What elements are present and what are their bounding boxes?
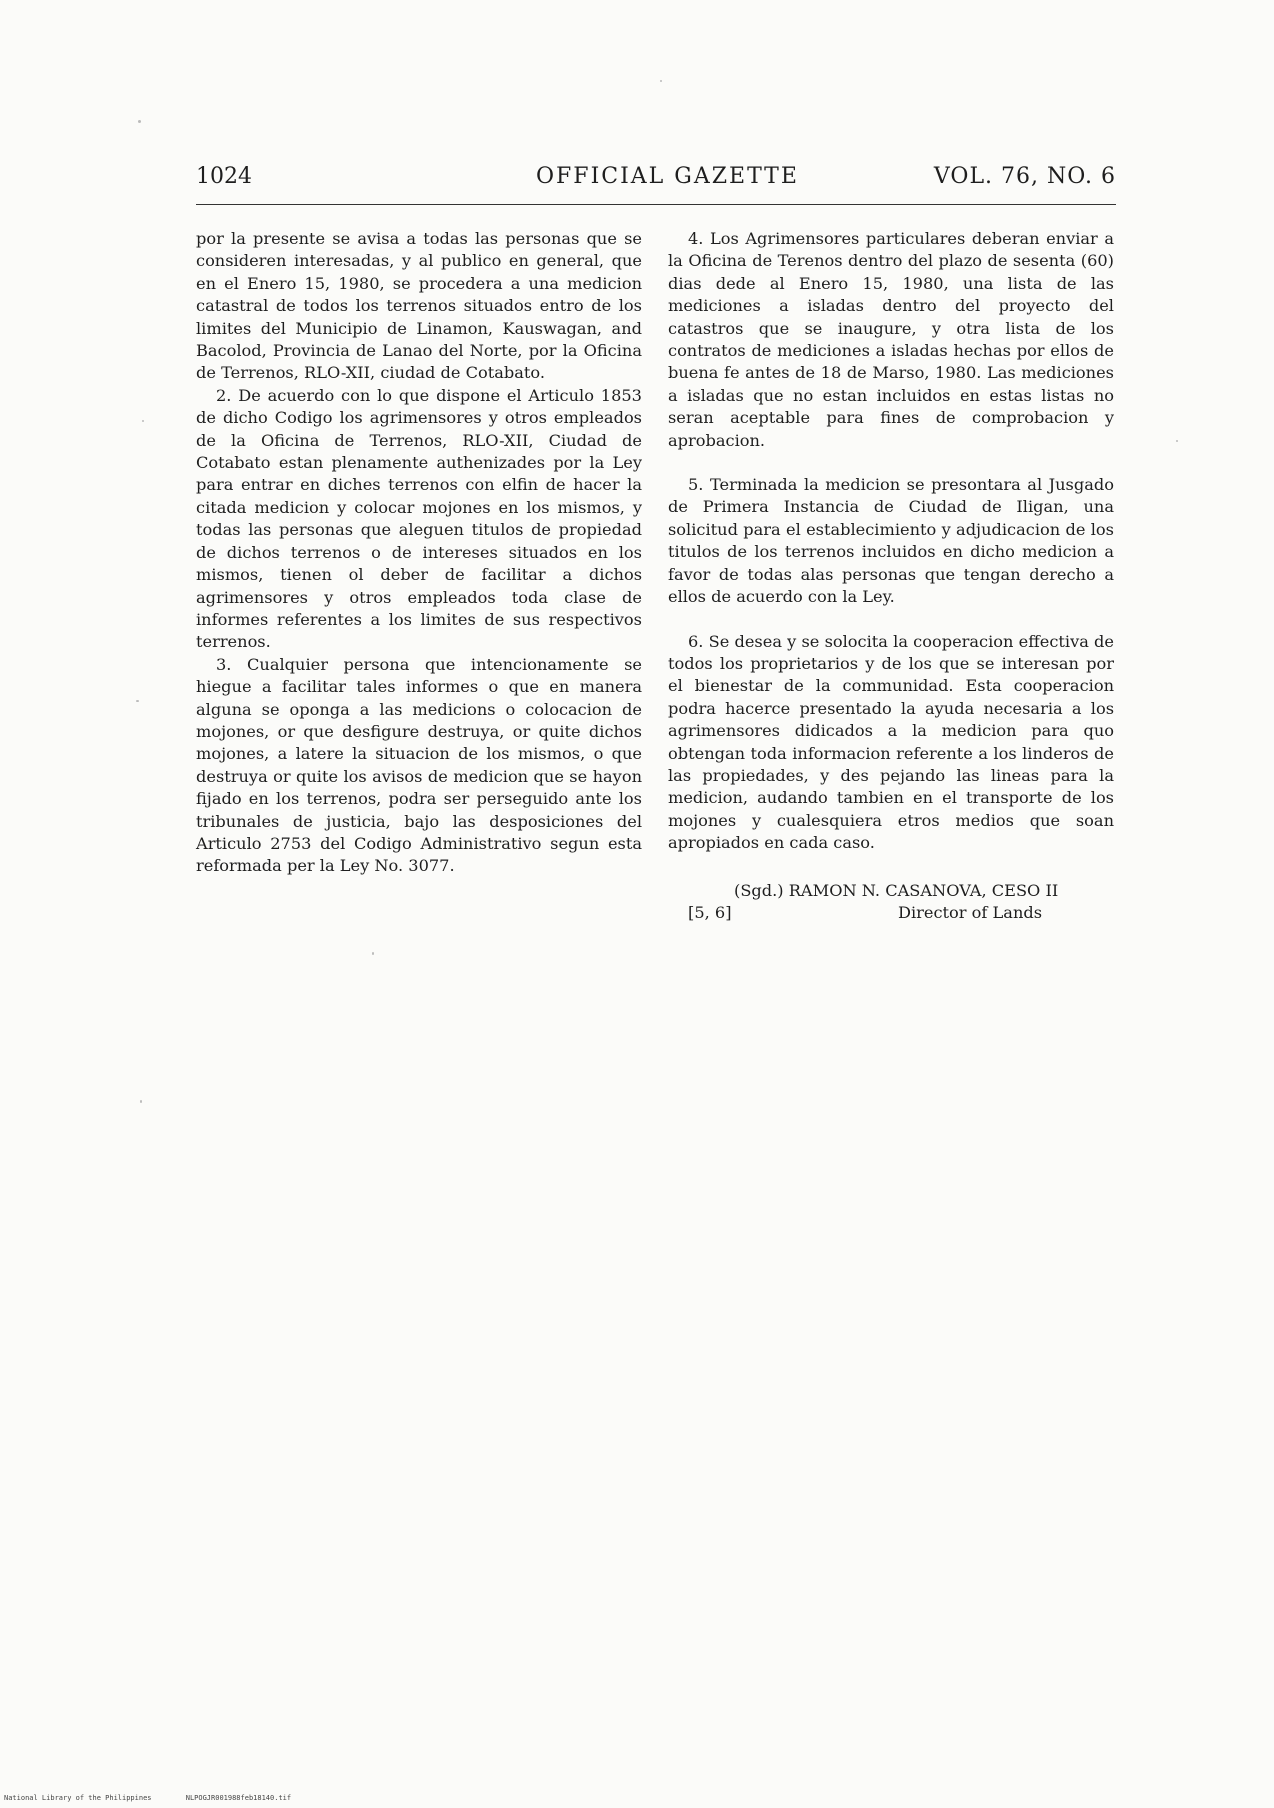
scan-speck [372,952,374,955]
paragraph-intro: por la presente se avisa a todas las personas que se consideren interesadas, y al publico en general, que en el Enero 15, 1980, se procedera a una medicion catastral de todos los terrenos situados entro de los limites del Municipio de Linamon, Kauswagan, and Bacolod, Provincia de Lanao del Norte, por la Oficina de Terrenos, RLO-XII, ciudad de Cotabato. [196,229,642,383]
paragraph-4: 4. Los Agrimensores particulares deberan enviar a la Oficina de Terenos dentro del plazo de sesenta (60) dias dede al Enero 15, 1980, una lista de las mediciones a isladas dentro del proyecto del catastros que se inaugure, y otra lista de los contratos de mediciones a isladas hechas por ellos de buena fe antes de 18 de Marso, 1980. Las mediciones a isladas que no estan incluidos en estas listas no seran aceptable para fines de comprobacion y aprobacion. [668,229,1114,450]
issue-reference: [5, 6] [688,903,732,923]
volume-issue: VOL. 76, NO. 6 [933,164,1116,189]
paragraph-5: 5. Terminada la medicion se presontara al Jusgado de Primera Instancia de Ciudad de Iligan, una solicitud para el establecimiento y adjudicacion de los titulos de los terrenos incluidos en dicho medicion a favor de todas alas personas que tengan derecho a ellos de acuerdo con la Ley. [668,475,1114,607]
scan-speck [1176,440,1178,442]
scan-speck [138,120,141,123]
scan-speck [660,80,662,82]
left-column [196,228,642,878]
publication-title: OFFICIAL GAZETTE [536,164,799,189]
scan-speck [140,1100,142,1103]
signature-block [668,880,1114,924]
page-header [196,164,1116,196]
scan-footer [4,1794,321,1802]
paragraph-3: 3. Cualquier persona que intencionamente se hiegue a facilitar tales informes o que en manera alguna se oponga a las medicions o colocacion de mojones, or que desfigure destruya, or quite dichos mojones, a latere la situacion de los mismos, o que destruya or quite los avisos de medicion que se hayon fijado en los terrenos, podra ser perseguido ante los tribunales de justicia, bajo las desposiciones del Articulo 2753 del Codigo Administrativo segun esta reformada per la Ley No. 3077. [196,654,642,876]
library-credit: National Library of the Philippines [4,1794,152,1802]
paragraph-6: 6. Se desea y se solocita la cooperacion effectiva de todos los proprietarios y de los que se interesan por el bienestar de la communidad. Esta cooperacion podra hacerce presentado la ayuda necesaria a los agrimensores didicados a la medicion para quo obtengan toda informacion referente a los linderos de las propiedades, y des pejando las lineas para la medicion, audando tambien en el transporte de los mojones y cualesquiera etros medios que soan apropiados en cada caso. [668,631,1114,853]
signatory-title: Director of Lands [898,903,1043,923]
right-column [668,228,1114,855]
scan-file-id: NLPOGJR001988feb18140.tif [185,1794,292,1802]
paragraph-2: 2. De acuerdo con lo que dispone el Articulo 1853 de dicho Codigo los agrimensores y otros empleados de la Oficina de Terrenos, RLO-XII, Ciudad de Cotabato estan plenamente authenizades por la Ley para entrar en diches terrenos con elfin de hacer la citada medicion y colocar mojones en los mismos, y todas las personas que aleguen titulos de propiedad de dichos terrenos o de intereses situados en los mismos, tienen ol deber de facilitar a dichos agrimensores y otros empleados toda clase de informes referentes a los limites de sus respectivos terrenos. [196,385,642,652]
signatory: (Sgd.) RAMON N. CASANOVA, CESO II [734,881,1059,900]
page-number: 1024 [196,164,252,189]
header-rule [196,204,1116,205]
scan-speck [142,420,144,422]
scan-speck [136,700,139,702]
